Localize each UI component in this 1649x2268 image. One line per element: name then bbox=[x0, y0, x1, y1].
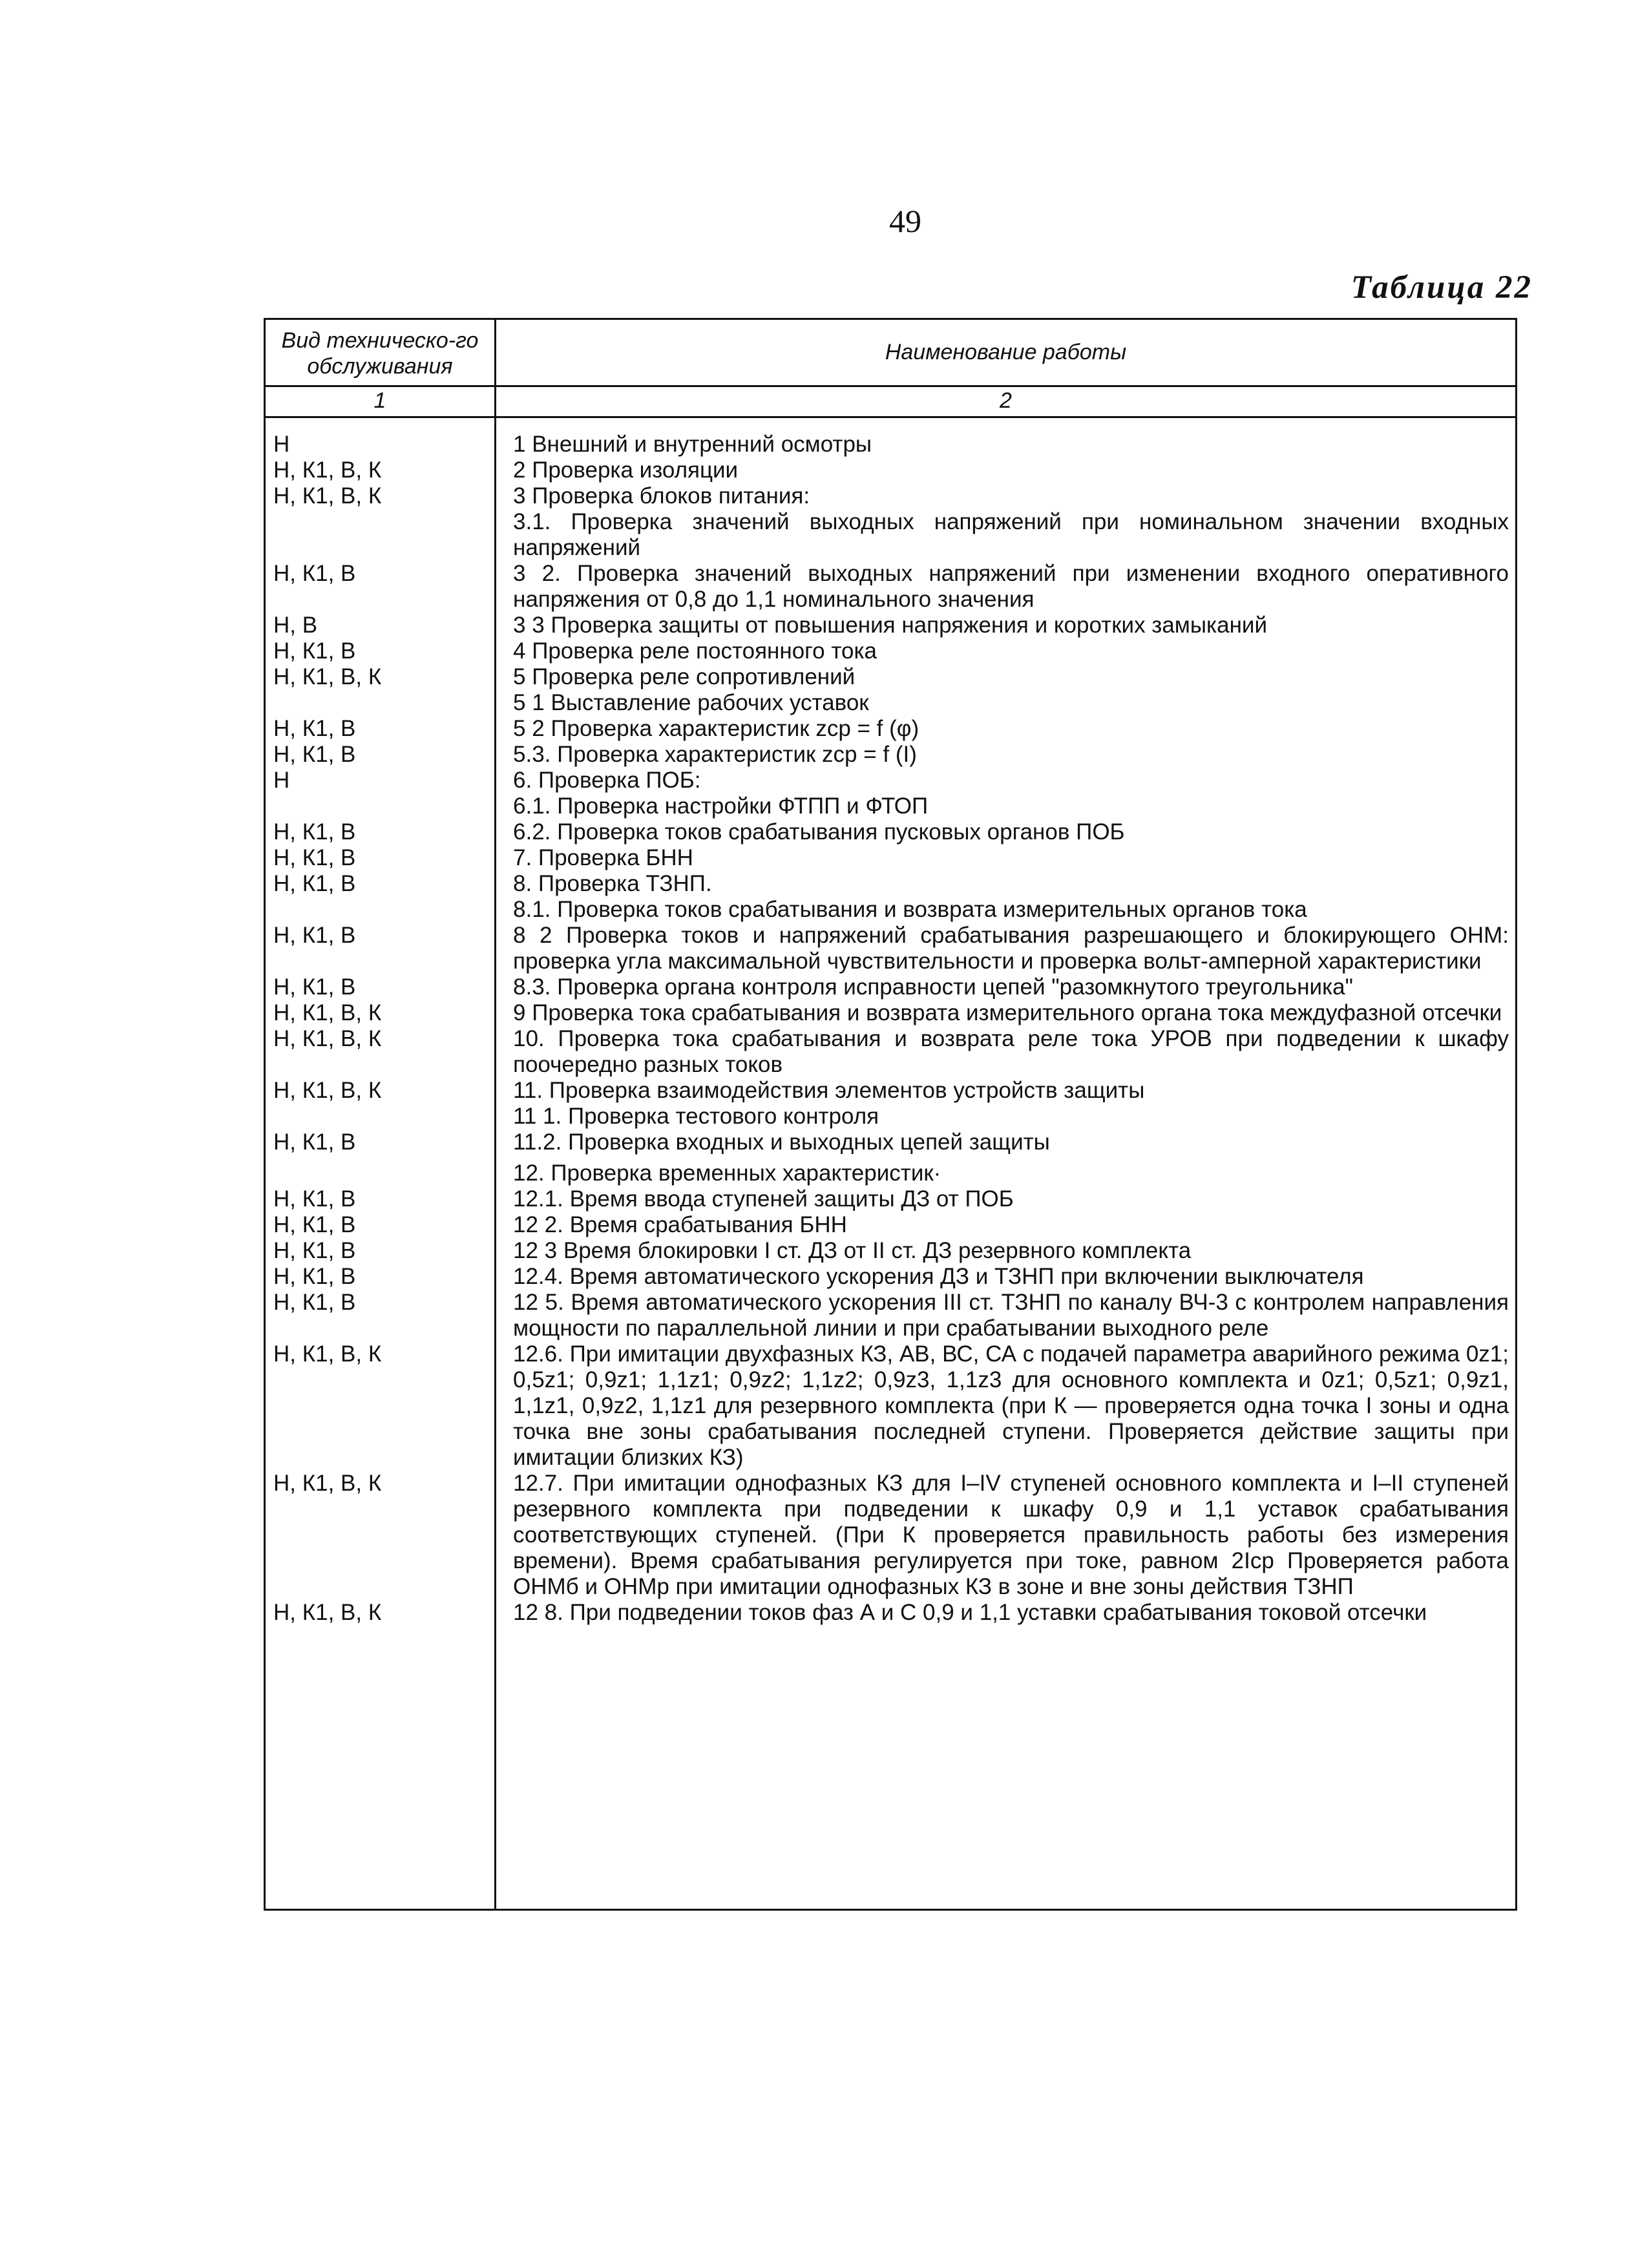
table-row bbox=[266, 1341, 1515, 1471]
work-description-cell: 12.4. Время автоматического ускорения ДЗ и ТЗНП при включении выключателя bbox=[513, 1264, 1364, 1289]
maintenance-type-cell bbox=[266, 793, 496, 819]
work-description-cell: 5.3. Проверка характеристик zср = f (I) bbox=[513, 742, 917, 767]
work-description-cell: 6.2. Проверка токов срабатывания пусковых органов ПОБ bbox=[513, 819, 1125, 845]
table-body bbox=[266, 432, 1515, 1626]
table-row bbox=[266, 1186, 1515, 1212]
maintenance-type-cell bbox=[266, 1155, 496, 1186]
table-row bbox=[266, 1155, 1515, 1186]
work-description-cell: 3 3 Проверка защиты от повышения напряжения и коротких замыканий bbox=[513, 613, 1267, 638]
maintenance-type-cell: Н, К1, В bbox=[273, 974, 356, 1000]
table-row bbox=[266, 1000, 1515, 1026]
maintenance-type-cell: Н, К1, В, К bbox=[273, 1026, 382, 1051]
work-description-cell: 11. Проверка взаимодействия элементов устройств защиты bbox=[513, 1078, 1145, 1103]
work-description-cell: 6. Проверка ПОБ: bbox=[513, 768, 701, 793]
work-description-cell: 9 Проверка тока срабатывания и возврата измерительного органа тока междуфазной отсечки bbox=[513, 1000, 1502, 1025]
table-row bbox=[266, 1264, 1515, 1290]
maintenance-type-cell: Н, К1, В bbox=[273, 1290, 356, 1315]
header-col-type: Вид техническо-го обслуживания bbox=[281, 328, 479, 379]
table-row bbox=[266, 664, 1515, 690]
maintenance-type-cell: Н, К1, В bbox=[273, 871, 356, 896]
maintenance-type-cell: Н, К1, В bbox=[273, 716, 356, 741]
table-row bbox=[266, 1471, 1515, 1600]
table-row bbox=[266, 690, 1515, 716]
work-description-cell: 12.6. При имитации двухфазных КЗ, АВ, ВС, СА с подачей параметра аварийного режима 0z1; 0,5z1; 0,9z1; 1,1z1; 0,9z2; 1,1z2; 0,9z3, 1,1z3 для основного комплекта и 0z1; 0,5z1; 0,9z1, 1,1z1, 0,9z2, 1,1z1 для резервного комплекта (при К — проверяется одна точка I зоны и одна точка вне зоны срабатывания последней ступени. Проверяется действие защиты при имитации близких КЗ) bbox=[513, 1341, 1509, 1470]
table-row bbox=[266, 1290, 1515, 1341]
maintenance-type-cell bbox=[266, 897, 496, 923]
table-row bbox=[266, 509, 1515, 561]
table-row bbox=[266, 1026, 1515, 1078]
maintenance-type-cell: Н, К1, В bbox=[273, 923, 356, 948]
maintenance-type-cell: Н, К1, В, К bbox=[273, 1341, 382, 1367]
work-description-cell: 7. Проверка БНН bbox=[513, 845, 693, 870]
table-row bbox=[266, 819, 1515, 845]
maintenance-type-cell: Н, К1, В bbox=[273, 1186, 356, 1212]
work-description-cell: 12 8. При подведении токов фаз А и С 0,9 и 1,1 уставки срабатывания токовой отсечки bbox=[513, 1600, 1427, 1625]
work-description-cell: 1 Внешний и внутренний осмотры bbox=[513, 432, 872, 457]
maintenance-type-cell: Н, К1, В, К bbox=[273, 664, 382, 689]
header-divider bbox=[266, 385, 1515, 387]
number-row-divider bbox=[266, 416, 1515, 418]
table-row bbox=[266, 923, 1515, 974]
work-description-cell: 3 2. Проверка значений выходных напряжений при изменении входного оперативного напряжения от 0,8 до 1,1 номинального значения bbox=[513, 561, 1509, 612]
table-row bbox=[266, 457, 1515, 483]
table-row bbox=[266, 897, 1515, 923]
table-row bbox=[266, 1600, 1515, 1626]
work-description-cell: 8. Проверка ТЗНП. bbox=[513, 871, 712, 896]
work-description-cell: 11 1. Проверка тестового контроля bbox=[513, 1104, 879, 1129]
work-description-cell: 12 3 Время блокировки I ст. ДЗ от II ст. ДЗ резервного комплекта bbox=[513, 1238, 1192, 1263]
work-description-cell: 12 5. Время автоматического ускорения III ст. ТЗНП по каналу ВЧ-3 с контролем направления мощности по параллельной линии и при срабатывании выходного реле bbox=[513, 1290, 1509, 1341]
table-row bbox=[266, 974, 1515, 1000]
maintenance-type-cell: Н, К1, В bbox=[273, 1238, 356, 1263]
work-description-cell: 3.1. Проверка значений выходных напряжений при номинальном значении входных напряжений bbox=[513, 509, 1509, 560]
maintenance-type-cell: Н, К1, В bbox=[273, 845, 356, 870]
maintenance-table bbox=[264, 318, 1517, 1911]
work-description-cell: 12.1. Время ввода ступеней защиты ДЗ от ПОБ bbox=[513, 1186, 1014, 1212]
maintenance-type-cell: Н bbox=[273, 432, 290, 457]
table-row bbox=[266, 561, 1515, 613]
work-description-cell: 6.1. Проверка настройки ФТПП и ФТОП bbox=[513, 793, 929, 819]
maintenance-type-cell: Н, К1, В, К bbox=[273, 483, 382, 509]
maintenance-type-cell: Н, К1, В, К bbox=[273, 1000, 382, 1025]
maintenance-type-cell: Н, К1, В, К bbox=[273, 1078, 382, 1103]
work-description-cell: 4 Проверка реле постоянного тока bbox=[513, 638, 877, 664]
work-description-cell: 12.7. При имитации однофазных КЗ для I–IV ступеней основного комплекта и I–II ступеней резервного комплекта при подведении к шкафу 0,9 и 1,1 уставок срабатывания соответствующих ступеней. (При К проверяется правильность работы без измерения времени). Время срабатывания регулируется при токе, равном 2Iср Проверяется работа ОНМб и ОНМр при имитации однофазных КЗ в зоне и вне зоны действия ТЗНП bbox=[513, 1471, 1509, 1599]
work-description-cell: 2 Проверка изоляции bbox=[513, 457, 739, 483]
table-row bbox=[266, 638, 1515, 664]
maintenance-type-cell: Н, К1, В bbox=[273, 1129, 356, 1155]
maintenance-type-cell: Н, К1, В, К bbox=[273, 1600, 382, 1625]
maintenance-type-cell bbox=[266, 509, 496, 561]
work-description-cell: 10. Проверка тока срабатывания и возврата реле тока УРОВ при подведении к шкафу поочередно разных токов bbox=[513, 1026, 1509, 1077]
maintenance-type-cell: Н, К1, В, К bbox=[273, 457, 382, 483]
maintenance-type-cell: Н, К1, В bbox=[273, 1264, 356, 1289]
maintenance-type-cell: Н, В bbox=[273, 613, 318, 638]
column-number-2: 2 bbox=[1000, 388, 1012, 413]
maintenance-type-cell: Н, К1, В bbox=[273, 561, 356, 586]
maintenance-type-cell bbox=[266, 690, 496, 716]
maintenance-type-cell: Н, К1, В bbox=[273, 638, 356, 664]
work-description-cell: 5 1 Выставление рабочих уставок bbox=[513, 690, 869, 715]
maintenance-type-cell bbox=[266, 1104, 496, 1129]
maintenance-type-cell: Н, К1, В, К bbox=[273, 1471, 382, 1496]
table-row bbox=[266, 742, 1515, 768]
table-row bbox=[266, 871, 1515, 897]
work-description-cell: 11.2. Проверка входных и выходных цепей защиты bbox=[513, 1129, 1050, 1155]
work-description-cell: 5 2 Проверка характеристик zср = f (φ) bbox=[513, 716, 919, 741]
table-row bbox=[266, 1129, 1515, 1155]
table-row bbox=[266, 613, 1515, 638]
maintenance-type-cell: Н, К1, В bbox=[273, 742, 356, 767]
table-row bbox=[266, 793, 1515, 819]
work-description-cell: 8.3. Проверка органа контроля исправности цепей "разомкнутого треугольника" bbox=[513, 974, 1354, 1000]
column-number-1: 1 bbox=[373, 388, 386, 413]
table-row bbox=[266, 1212, 1515, 1238]
work-description-cell: 8.1. Проверка токов срабатывания и возврата измерительных органов тока bbox=[513, 897, 1307, 922]
table-row bbox=[266, 1238, 1515, 1264]
table-row bbox=[266, 483, 1515, 509]
work-description-cell: 8 2 Проверка токов и напряжений срабатывания разрешающего и блокирующего ОНМ: проверка угла максимальной чувствительности и проверка вольт-амперной характеристики bbox=[513, 923, 1509, 974]
work-description-cell: 12 2. Время срабатывания БНН bbox=[513, 1212, 847, 1237]
table-title: Таблица 22 bbox=[1350, 269, 1533, 306]
table-row bbox=[266, 432, 1515, 457]
table-row bbox=[266, 1078, 1515, 1104]
table-row bbox=[266, 845, 1515, 871]
table-row bbox=[266, 716, 1515, 742]
maintenance-type-cell: Н, К1, В bbox=[273, 819, 356, 845]
table-row bbox=[266, 768, 1515, 793]
page-number: 49 bbox=[889, 203, 921, 239]
work-description-cell: 12. Проверка временных характеристик· bbox=[513, 1160, 941, 1186]
maintenance-type-cell: Н, К1, В bbox=[273, 1212, 356, 1237]
work-description-cell: 5 Проверка реле сопротивлений bbox=[513, 664, 856, 689]
header-col-work: Наименование работы bbox=[885, 340, 1127, 364]
table-row bbox=[266, 1104, 1515, 1129]
maintenance-type-cell: Н bbox=[273, 768, 290, 793]
work-description-cell: 3 Проверка блоков питания: bbox=[513, 483, 810, 509]
